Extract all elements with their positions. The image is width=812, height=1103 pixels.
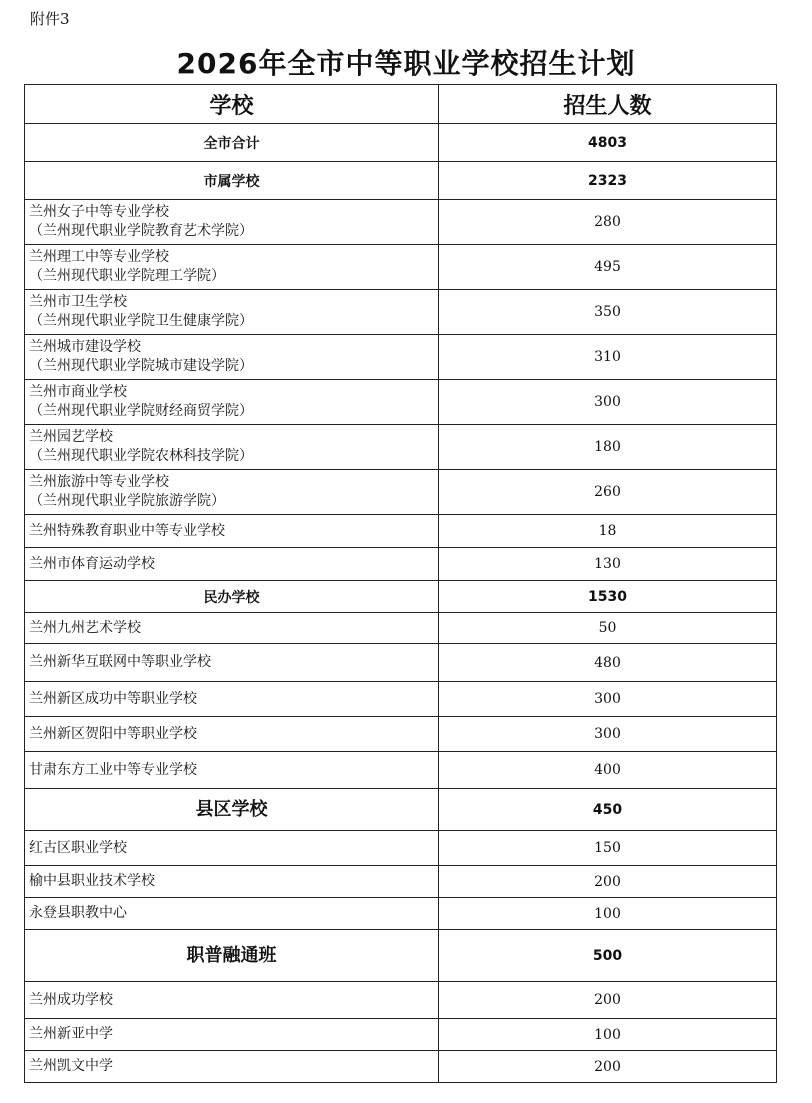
school-count: 300 [439,682,777,717]
school-count: 300 [439,380,777,425]
school-count: 495 [439,245,777,290]
table-row [25,682,777,717]
attachment-label: 附件3 [30,10,70,28]
section-count: 500 [439,930,777,982]
section-row [25,789,777,831]
section-label: 市属学校 [25,162,439,200]
school-name: 兰州市卫生学校 （兰州现代职业学院卫生健康学院） [25,290,439,335]
school-name: 兰州新区成功中等职业学校 [25,682,439,717]
table-row [25,380,777,425]
table-row [25,982,777,1019]
section-label: 县区学校 [25,789,439,831]
school-count: 200 [439,866,777,898]
school-count: 200 [439,982,777,1019]
school-count: 310 [439,335,777,380]
school-count: 180 [439,425,777,470]
section-row [25,162,777,200]
school-name: 兰州新华互联网中等职业学校 [25,644,439,682]
school-name: 兰州城市建设学校 （兰州现代职业学院城市建设学院） [25,335,439,380]
total-count: 4803 [439,124,777,162]
table-row [25,613,777,644]
total-label: 全市合计 [25,124,439,162]
table-row [25,200,777,245]
school-name: 兰州新亚中学 [25,1019,439,1051]
enrollment-table [24,84,777,1083]
school-name: 兰州凯文中学 [25,1051,439,1083]
column-header-school: 学校 [25,85,439,124]
school-name: 兰州女子中等专业学校 （兰州现代职业学院教育艺术学院） [25,200,439,245]
table-row [25,425,777,470]
school-name: 兰州市商业学校 （兰州现代职业学院财经商贸学院） [25,380,439,425]
table-row [25,335,777,380]
school-count: 480 [439,644,777,682]
section-count: 450 [439,789,777,831]
table-row [25,245,777,290]
table-row [25,1051,777,1083]
section-row [25,581,777,613]
school-name: 兰州园艺学校 （兰州现代职业学院农林科技学院） [25,425,439,470]
section-count: 2323 [439,162,777,200]
school-count: 200 [439,1051,777,1083]
table-row [25,717,777,752]
table-row [25,470,777,515]
table-row [25,752,777,789]
school-name: 兰州成功学校 [25,982,439,1019]
section-count: 1530 [439,581,777,613]
table-row [25,548,777,581]
school-name: 永登县职教中心 [25,898,439,930]
school-count: 50 [439,613,777,644]
school-name: 榆中县职业技术学校 [25,866,439,898]
school-name: 兰州旅游中等专业学校 （兰州现代职业学院旅游学院） [25,470,439,515]
section-label: 职普融通班 [25,930,439,982]
table-header-row [25,85,777,124]
school-name: 兰州特殊教育职业中等专业学校 [25,515,439,548]
school-count: 400 [439,752,777,789]
school-count: 350 [439,290,777,335]
table-row [25,866,777,898]
table-row [25,898,777,930]
table-row [25,290,777,335]
school-count: 100 [439,898,777,930]
section-label: 民办学校 [25,581,439,613]
school-count: 130 [439,548,777,581]
school-name: 兰州理工中等专业学校 （兰州现代职业学院理工学院） [25,245,439,290]
total-row [25,124,777,162]
school-name: 甘肃东方工业中等专业学校 [25,752,439,789]
school-count: 18 [439,515,777,548]
school-count: 300 [439,717,777,752]
table-row [25,644,777,682]
table-row [25,1019,777,1051]
page-title: 2026年全市中等职业学校招生计划 [176,47,636,80]
school-name: 红古区职业学校 [25,831,439,866]
school-count: 100 [439,1019,777,1051]
school-name: 兰州新区贺阳中等职业学校 [25,717,439,752]
section-row [25,930,777,982]
school-count: 280 [439,200,777,245]
table-row [25,515,777,548]
school-count: 150 [439,831,777,866]
school-name: 兰州九州艺术学校 [25,613,439,644]
table-row [25,831,777,866]
school-count: 260 [439,470,777,515]
column-header-count: 招生人数 [439,85,777,124]
school-name: 兰州市体育运动学校 [25,548,439,581]
